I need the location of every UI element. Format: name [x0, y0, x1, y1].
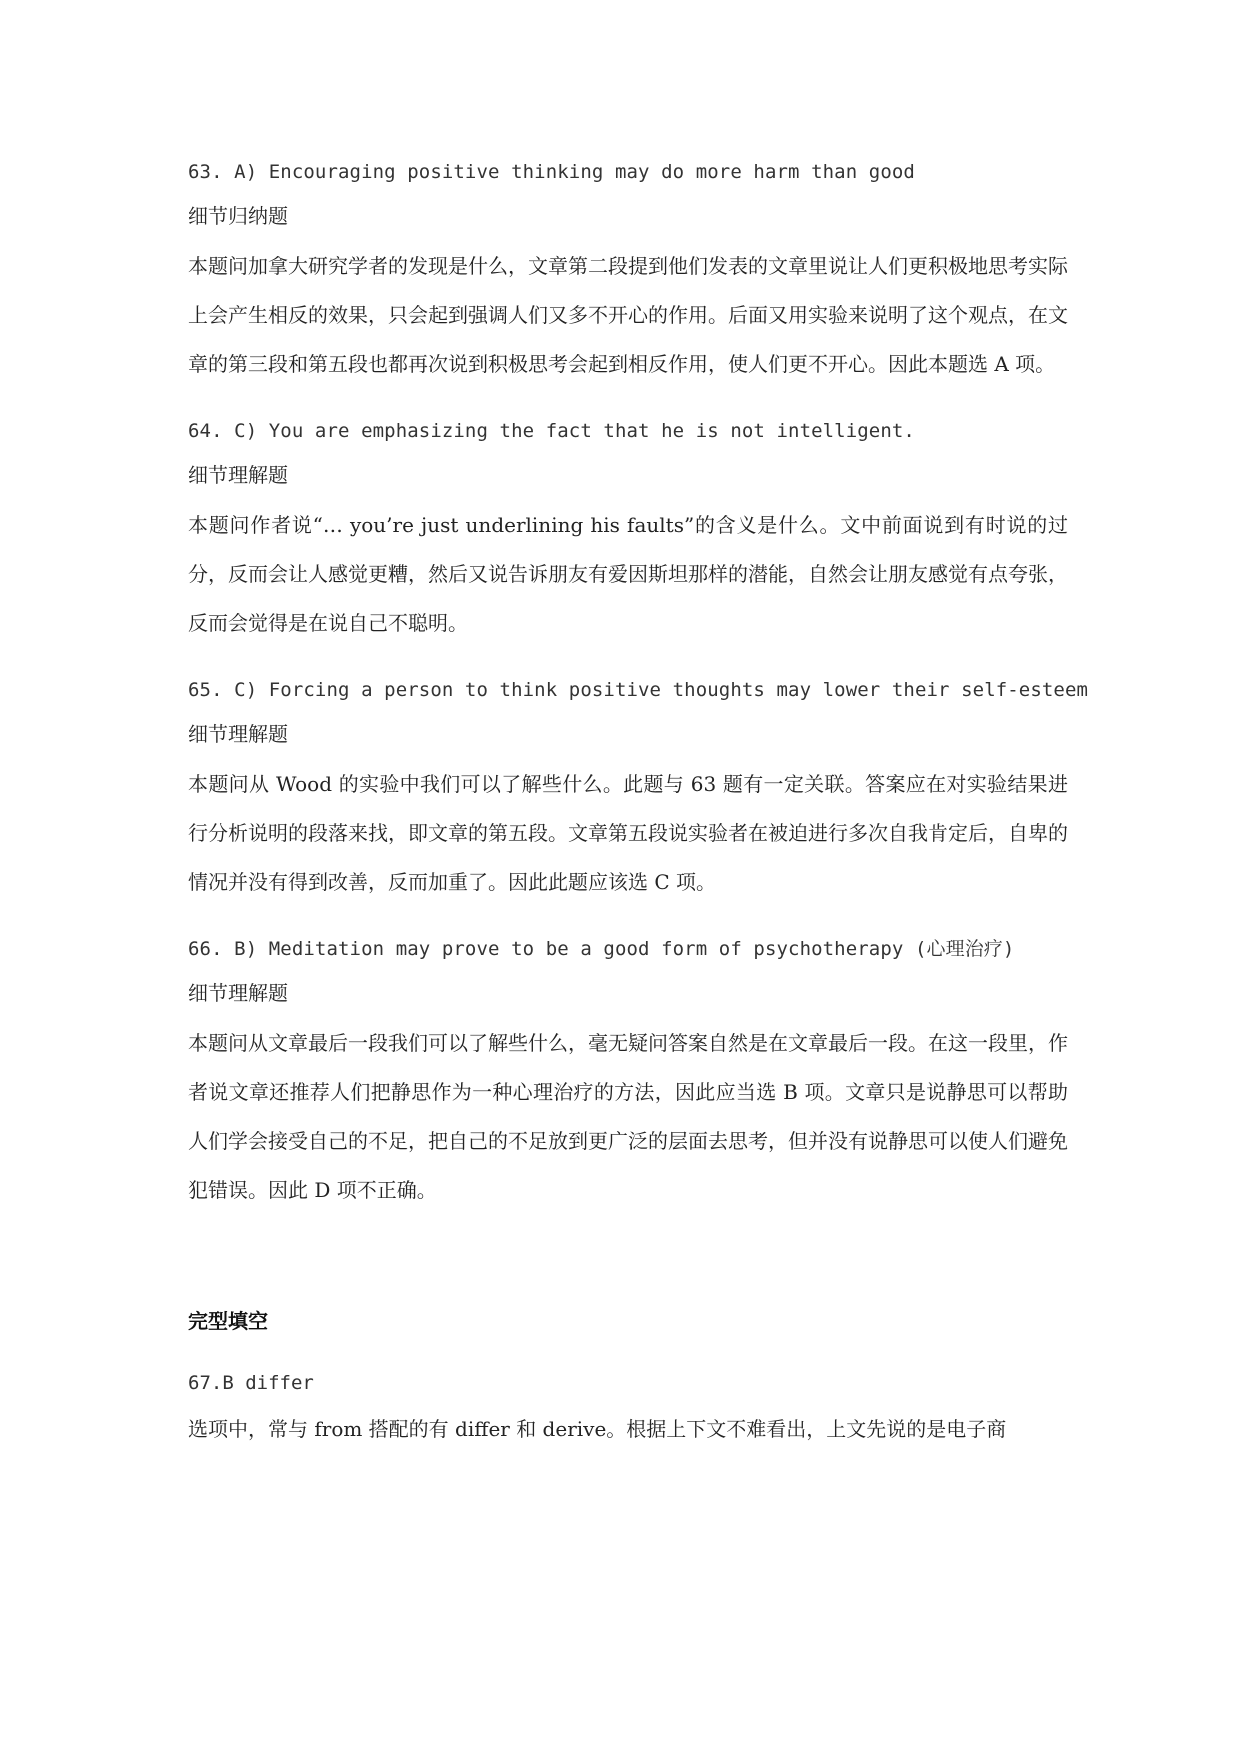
- question-type: 细节理解题: [188, 981, 288, 1005]
- answer-line: 63. A) Encouraging positive thinking may do more harm than good: [188, 161, 915, 183]
- question-type: 细节理解题: [188, 722, 288, 746]
- cloze-item-67: [188, 1371, 1068, 1445]
- explanation-paragraph: 本题问从文章最后一段我们可以了解些什么，毫无疑问答案自然是在文章最后一段。在这一段里，作者说文章还推荐人们把静思作为一种心理治疗的方法，因此应当选 B 项。文章只是说静思可以帮助人们学会接受自己的不足，把自己的不足放到更广泛的层面去思考，但并没有说静思可以使人们避免犯错误。因此 D 项不正确。: [188, 1031, 1068, 1202]
- answer-line: 66. B) Meditation may prove to be a good form of psychotherapy (心理治疗): [188, 938, 1015, 960]
- answer-line: 65. C) Forcing a person to think positive thoughts may lower their self-esteem: [188, 679, 1089, 701]
- explanation-paragraph: 本题问加拿大研究学者的发现是什么，文章第二段提到他们发表的文章里说让人们更积极地思考实际上会产生相反的效果，只会起到强调人们又多不开心的作用。后面又用实验来说明了这个观点，在文章的第三段和第五段也都再次说到积极思考会起到相反作用，使人们更不开心。因此本题选 A 项。: [188, 254, 1068, 376]
- cloze-answer-line: 67.B differ: [188, 1372, 314, 1394]
- explanation-paragraph: 本题问作者说“… you’re just underlining his faults”的含义是什么。文中前面说到有时说的过分，反而会让人感觉更糟，然后又说告诉朋友有爱因斯坦那样的潜能，自然会让朋友感觉有点夸张，反而会觉得是在说自己不聪明。: [188, 513, 1068, 635]
- section-heading: 完型填空: [188, 1309, 268, 1333]
- answer-item-64: [188, 419, 1068, 648]
- answer-line: 64. C) You are emphasizing the fact that he is not intelligent.: [188, 420, 915, 442]
- answer-item-65: [188, 678, 1089, 907]
- explanation-paragraph: 本题问从 Wood 的实验中我们可以了解些什么。此题与 63 题有一定关联。答案应在对实验结果进行分析说明的段落来找，即文章的第五段。文章第五段说实验者在被迫进行多次自我肯定后，自卑的情况并没有得到改善，反而加重了。因此此题应该选 C 项。: [188, 772, 1068, 894]
- cloze-explanation: 选项中，常与 from 搭配的有 differ 和 derive。根据上下文不难看出，上文先说的是电子商: [188, 1417, 1007, 1441]
- question-type: 细节理解题: [188, 463, 288, 487]
- answer-item-66: [188, 937, 1068, 1215]
- answer-item-63: [188, 160, 1068, 389]
- question-type: 细节归纳题: [188, 204, 288, 228]
- document-content: [188, 160, 1089, 1475]
